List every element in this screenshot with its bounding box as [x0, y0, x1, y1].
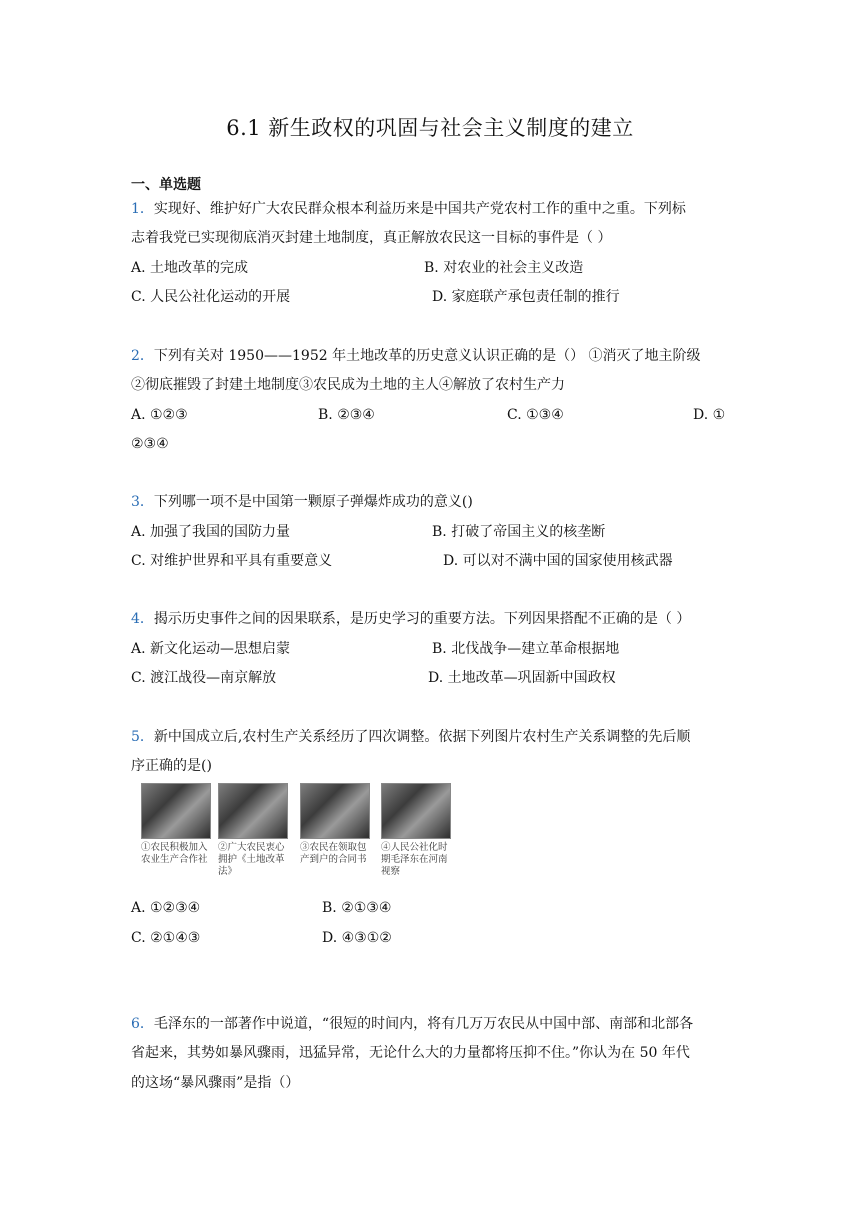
- option-b[interactable]: B. 打破了帝国主义的核垄断: [432, 524, 606, 540]
- figure-row: [131, 783, 461, 885]
- figure-caption: ②广大农民衷心拥护《土地改革法》: [218, 842, 285, 877]
- question-stem-cont: 的这场“暴风骤雨”是指（）: [131, 1075, 300, 1091]
- figure-caption: ③农民在领取包产到户的合同书: [300, 842, 367, 865]
- option-d[interactable]: D. 土地改革—巩固新中国政权: [428, 670, 616, 686]
- figure-3: [300, 783, 370, 885]
- question-number: 1．: [131, 201, 154, 217]
- option-a[interactable]: A. 土地改革的完成: [131, 260, 249, 276]
- option-d[interactable]: D. 可以对不满中国的国家使用核武器: [443, 553, 673, 569]
- option-b[interactable]: B. 对农业的社会主义改造: [424, 260, 584, 276]
- option-b[interactable]: B. ②①③④: [322, 900, 392, 916]
- option-b[interactable]: B. ②③④: [318, 407, 375, 423]
- page-title: 6.1 新生政权的巩固与社会主义制度的建立: [226, 116, 634, 140]
- question-stem: 下列有关对 1950——1952 年土地改革的历史意义认识正确的是（） ①消灭了地主阶级: [153, 348, 701, 364]
- option-d-cont: ②③④: [131, 436, 169, 452]
- option-d[interactable]: D. ④③①②: [322, 930, 392, 946]
- option-a[interactable]: A. ①②③④: [131, 900, 201, 916]
- figure-4: [381, 783, 451, 885]
- option-a[interactable]: A. 加强了我国的国防力量: [131, 524, 291, 540]
- question-stem: 毛泽东的一部著作中说道，“很短的时间内，将有几万万农民从中国中部、南部和北部各: [153, 1016, 694, 1032]
- option-a[interactable]: A. 新文化运动—思想启蒙: [131, 641, 291, 657]
- question-number: 6．: [131, 1016, 154, 1032]
- question-stem-cont: ②彻底摧毁了封建土地制度③农民成为土地的主人④解放了农村生产力: [131, 377, 565, 393]
- question-stem: 揭示历史事件之间的因果联系，是历史学习的重要方法。下列因果搭配不正确的是（ ）: [153, 611, 691, 627]
- photo-image: [218, 783, 288, 839]
- option-d[interactable]: D. ①: [693, 407, 726, 423]
- figure-caption: ④人民公社化时期毛泽东在河南视察: [381, 842, 448, 877]
- option-c[interactable]: C. 人民公社化运动的开展: [131, 289, 291, 305]
- option-c[interactable]: C. ②①④③: [131, 930, 201, 946]
- question-stem-cont: 序正确的是(): [131, 758, 212, 774]
- figure-2: [218, 783, 288, 885]
- photo-image: [141, 783, 211, 839]
- option-c[interactable]: C. ①③④: [507, 407, 564, 423]
- question-stem-cont: 省起来，其势如暴风骤雨，迅猛异常，无论什么大的力量都将压抑不住。”你认为在 50 年代: [131, 1045, 690, 1061]
- question-number: 5．: [131, 729, 154, 745]
- option-c[interactable]: C. 对维护世界和平具有重要意义: [131, 553, 333, 569]
- question-number: 4．: [131, 611, 154, 627]
- option-b[interactable]: B. 北伐战争—建立革命根据地: [432, 641, 620, 657]
- question-stem-cont: 志着我党已实现彻底消灭封建土地制度，真正解放农民这一目标的事件是（ ）: [131, 230, 612, 246]
- section-heading: 一、单选题: [131, 177, 201, 193]
- option-a[interactable]: A. ①②③: [131, 407, 188, 423]
- question-stem: 实现好、维护好广大农民群众根本利益历来是中国共产党农村工作的重中之重。下列标: [153, 201, 686, 217]
- option-c[interactable]: C. 渡江战役—南京解放: [131, 670, 277, 686]
- question-stem: 下列哪一项不是中国第一颗原子弹爆炸成功的意义(): [153, 494, 473, 510]
- option-d[interactable]: D. 家庭联产承包责任制的推行: [432, 289, 620, 305]
- photo-image: [300, 783, 370, 839]
- photo-image: [381, 783, 451, 839]
- question-number: 3．: [131, 494, 154, 510]
- figure-caption: ①农民积极加入农业生产合作社: [141, 842, 208, 865]
- question-number: 2．: [131, 348, 154, 364]
- figure-1: [141, 783, 211, 885]
- question-stem: 新中国成立后,农村生产关系经历了四次调整。依据下列图片农村生产关系调整的先后顺: [153, 729, 691, 745]
